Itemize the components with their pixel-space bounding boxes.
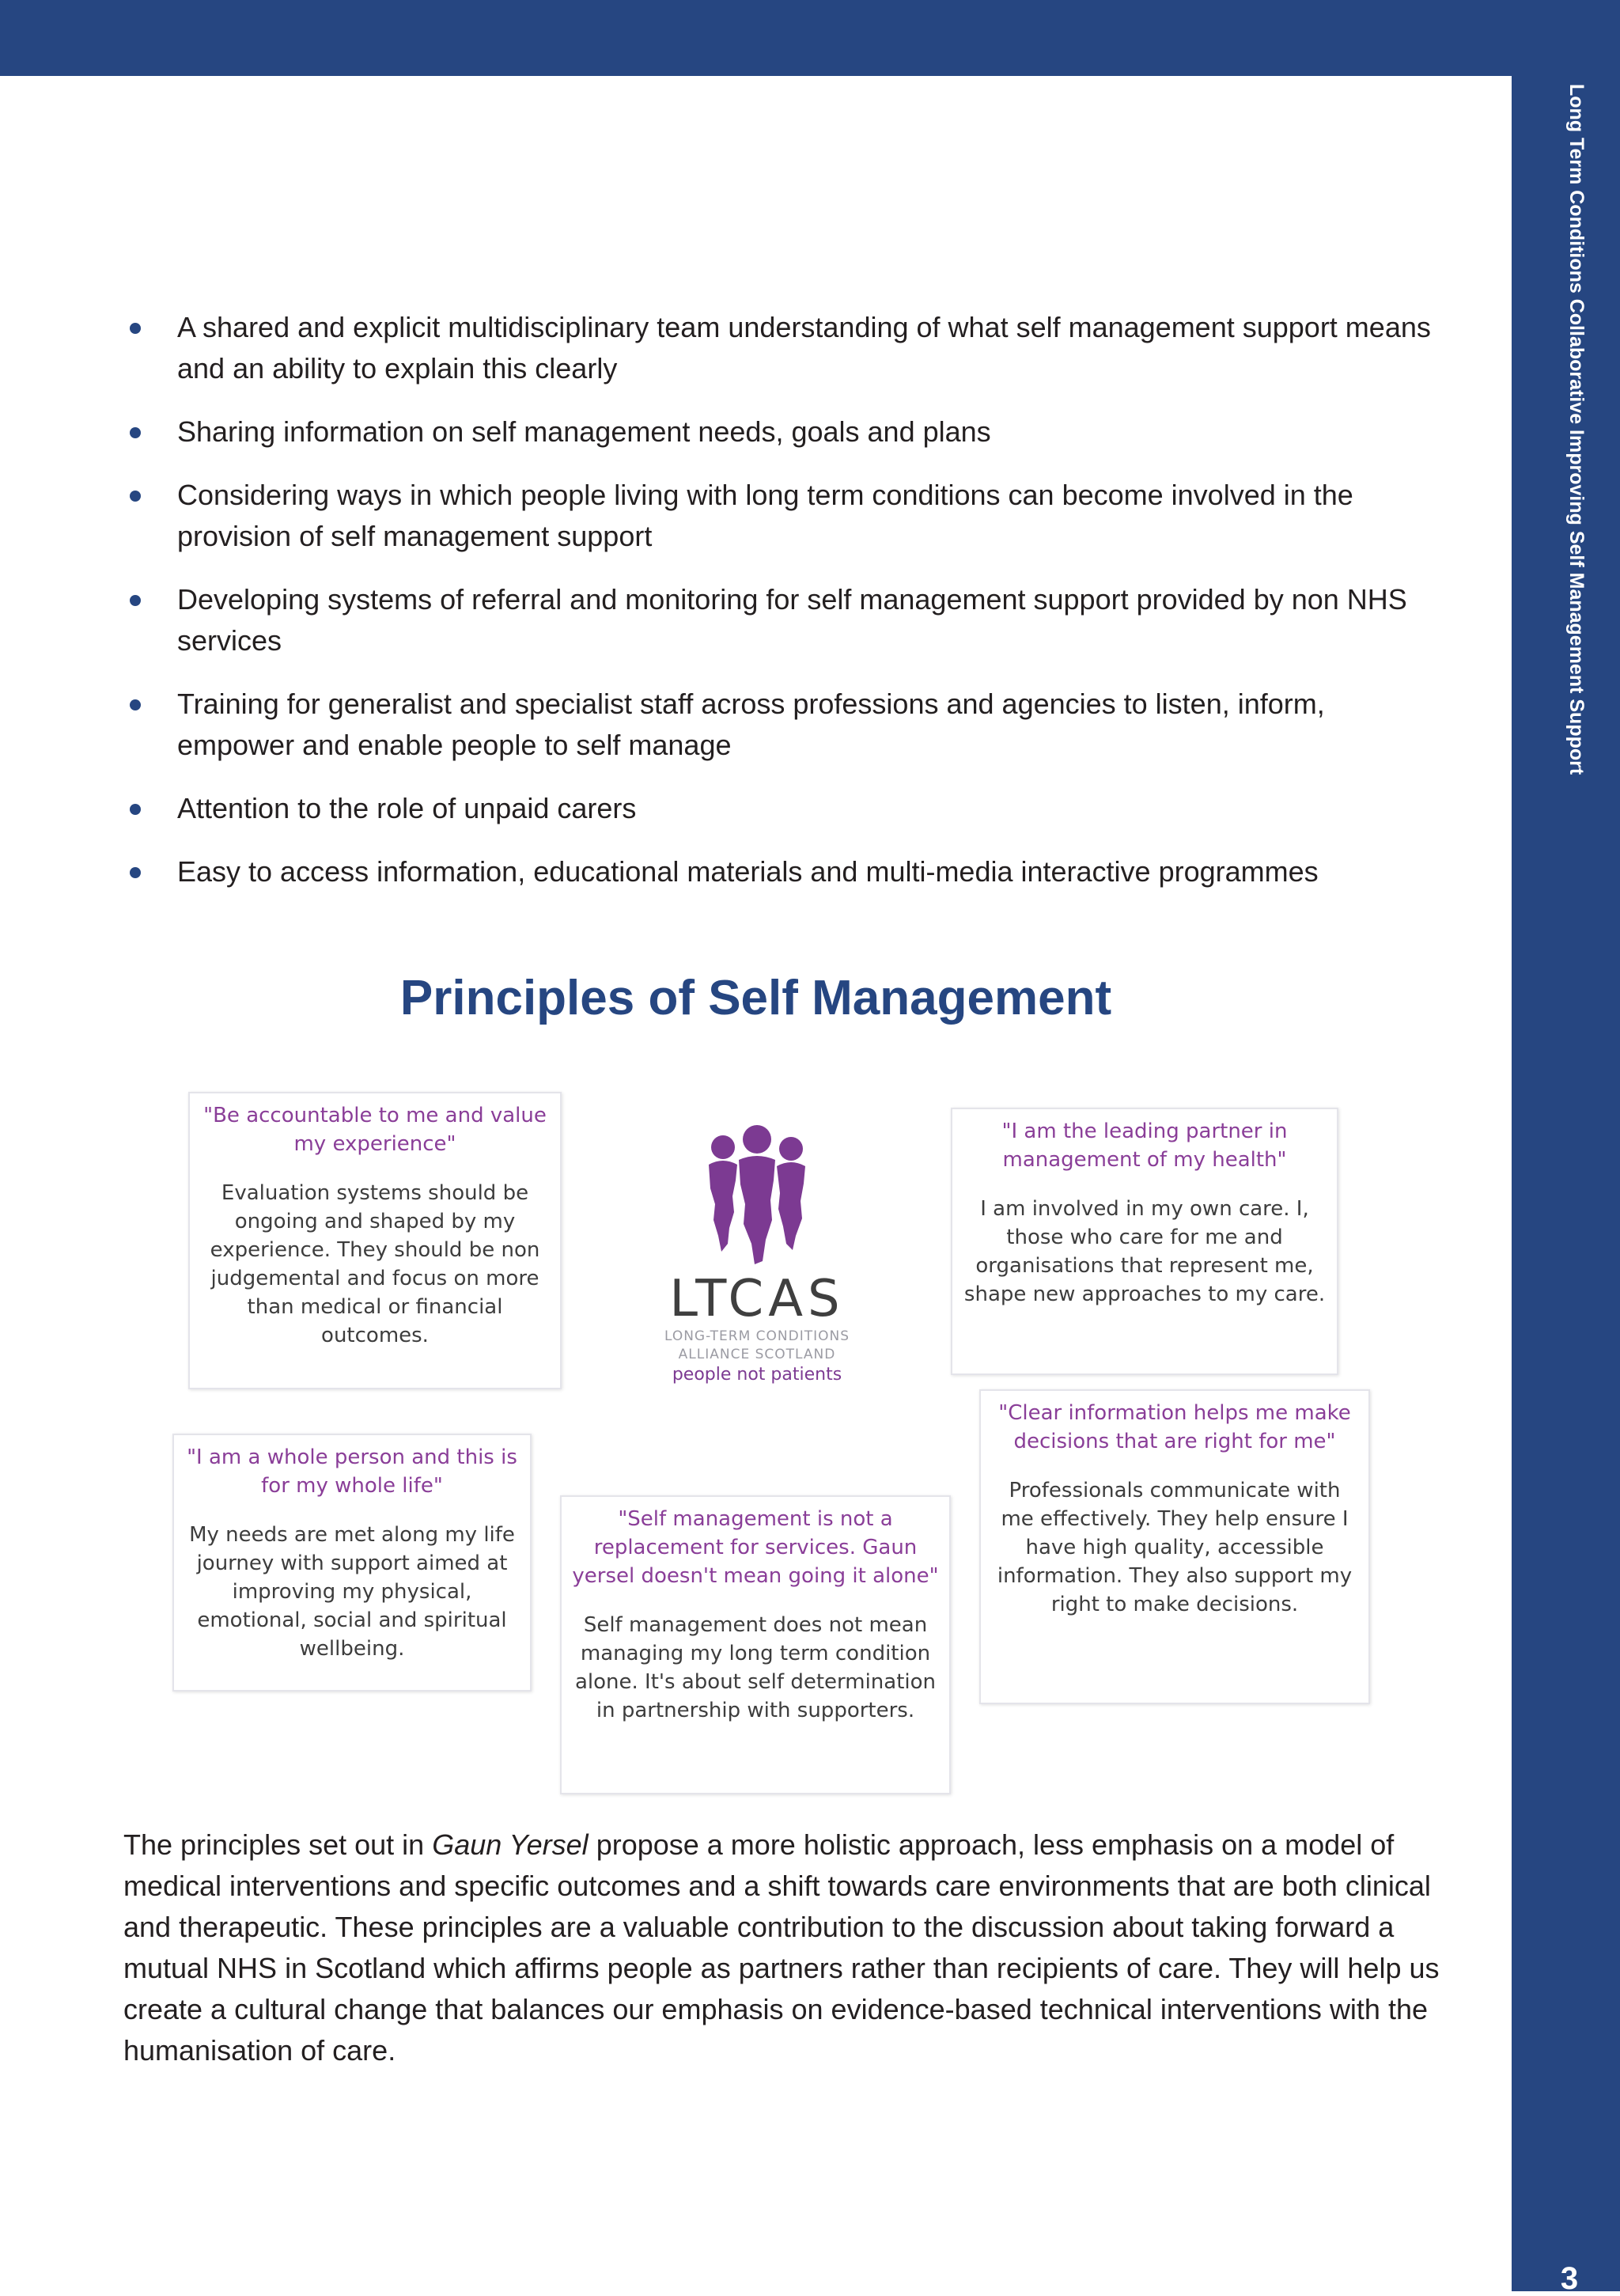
principle-box-not-replacement bbox=[560, 1495, 951, 1794]
side-running-title: Long Term Conditions Collaborative Improving Self Management Support bbox=[1565, 84, 1588, 775]
logo-subtitle-2: ALLIANCE SCOTLAND bbox=[678, 1347, 836, 1362]
bullet-icon bbox=[130, 427, 141, 438]
bullet-icon bbox=[130, 699, 141, 710]
bullet-icon bbox=[130, 323, 141, 334]
principle-quote: "I am a whole person and this is for my whole life" bbox=[187, 1445, 517, 1498]
principle-box-clear-information bbox=[979, 1389, 1370, 1704]
logo-subtitle-1: LONG-TERM CONDITIONS bbox=[664, 1328, 850, 1344]
top-header-band bbox=[0, 0, 1620, 76]
bullet-item: A shared and explicit multidisciplinary team understanding of what self management support means and an ability to explain this clearly bbox=[123, 307, 1436, 389]
principle-body: Self management does not mean managing my long term condition alone. It's about self determination in partnership with supporters. bbox=[574, 1613, 937, 1722]
bullet-item: Developing systems of referral and monitoring for self management support provided by non NHS services bbox=[123, 579, 1436, 661]
page-number: 3 bbox=[1560, 2261, 1579, 2296]
logo-wordmark: LTCAS bbox=[669, 1270, 845, 1328]
logo-tagline: people not patients bbox=[672, 1365, 842, 1385]
principle-box-whole-person bbox=[172, 1434, 532, 1692]
section-title: Principles of Self Management bbox=[399, 971, 1112, 1025]
ltcas-logo bbox=[642, 1125, 872, 1410]
principle-quote: "I am the leading partner in management of my health" bbox=[1001, 1120, 1288, 1172]
publication-title: Gaun Yersel bbox=[432, 1828, 589, 1861]
bullet-icon bbox=[130, 595, 141, 606]
bullet-item: Easy to access information, educational materials and multi-media interactive programmes bbox=[123, 851, 1436, 892]
body-paragraph: The principles set out in Gaun Yersel propose a more holistic approach, less emphasis on a model of medical interventions and specific outcomes and a shift towards care environments that are both clinical and therapeutic. These principles are a valuable contribution to the discussion about taking forward a mutual NHS in Scotland which affirms people as partners rather than recipients of care. They will help us create a cultural change that balances our emphasis on evidence-based technical interventions with the humanisation of care. bbox=[123, 1828, 1440, 2067]
principle-box-accountable bbox=[188, 1092, 562, 1389]
bullet-icon bbox=[130, 867, 141, 878]
principle-quote: "Self management is not a replacement for services. Gaun yersel doesn't mean going it alone" bbox=[572, 1507, 939, 1588]
principle-quote: "Be accountable to me and value my experience" bbox=[203, 1104, 547, 1156]
bullet-icon bbox=[130, 804, 141, 815]
principle-body: Evaluation systems should be ongoing and shaped by my experience. They should be non judgemental and focus on more than medical or financial outcomes. bbox=[210, 1181, 540, 1347]
bullet-item: Considering ways in which people living with long term conditions can become involved in the provision of self management support bbox=[123, 475, 1436, 557]
principle-body: Professionals communicate with me effectively. They help ensure I have high quality, accessible information. They also support my right to make decisions. bbox=[997, 1479, 1353, 1616]
bullet-icon bbox=[130, 491, 141, 502]
bullet-item: Sharing information on self management needs, goals and plans bbox=[123, 411, 1436, 453]
principle-body: I am involved in my own care. I, those who care for me and organisations that represent me, shape new approaches to my care. bbox=[963, 1197, 1326, 1306]
bullet-item: Training for generalist and specialist staff across professions and agencies to listen, inform, empower and enable people to self manage bbox=[123, 684, 1436, 766]
principle-quote: "Clear information helps me make decisions that are right for me" bbox=[998, 1401, 1351, 1453]
principle-box-leading-partner bbox=[951, 1108, 1338, 1375]
bullet-list bbox=[123, 307, 1436, 915]
principle-body: My needs are met along my life journey with support aimed at improving my physical, emotional, social and spiritual wellbeing. bbox=[189, 1523, 515, 1661]
bullet-item: Attention to the role of unpaid carers bbox=[123, 788, 1436, 829]
people-logo-icon bbox=[698, 1125, 816, 1267]
